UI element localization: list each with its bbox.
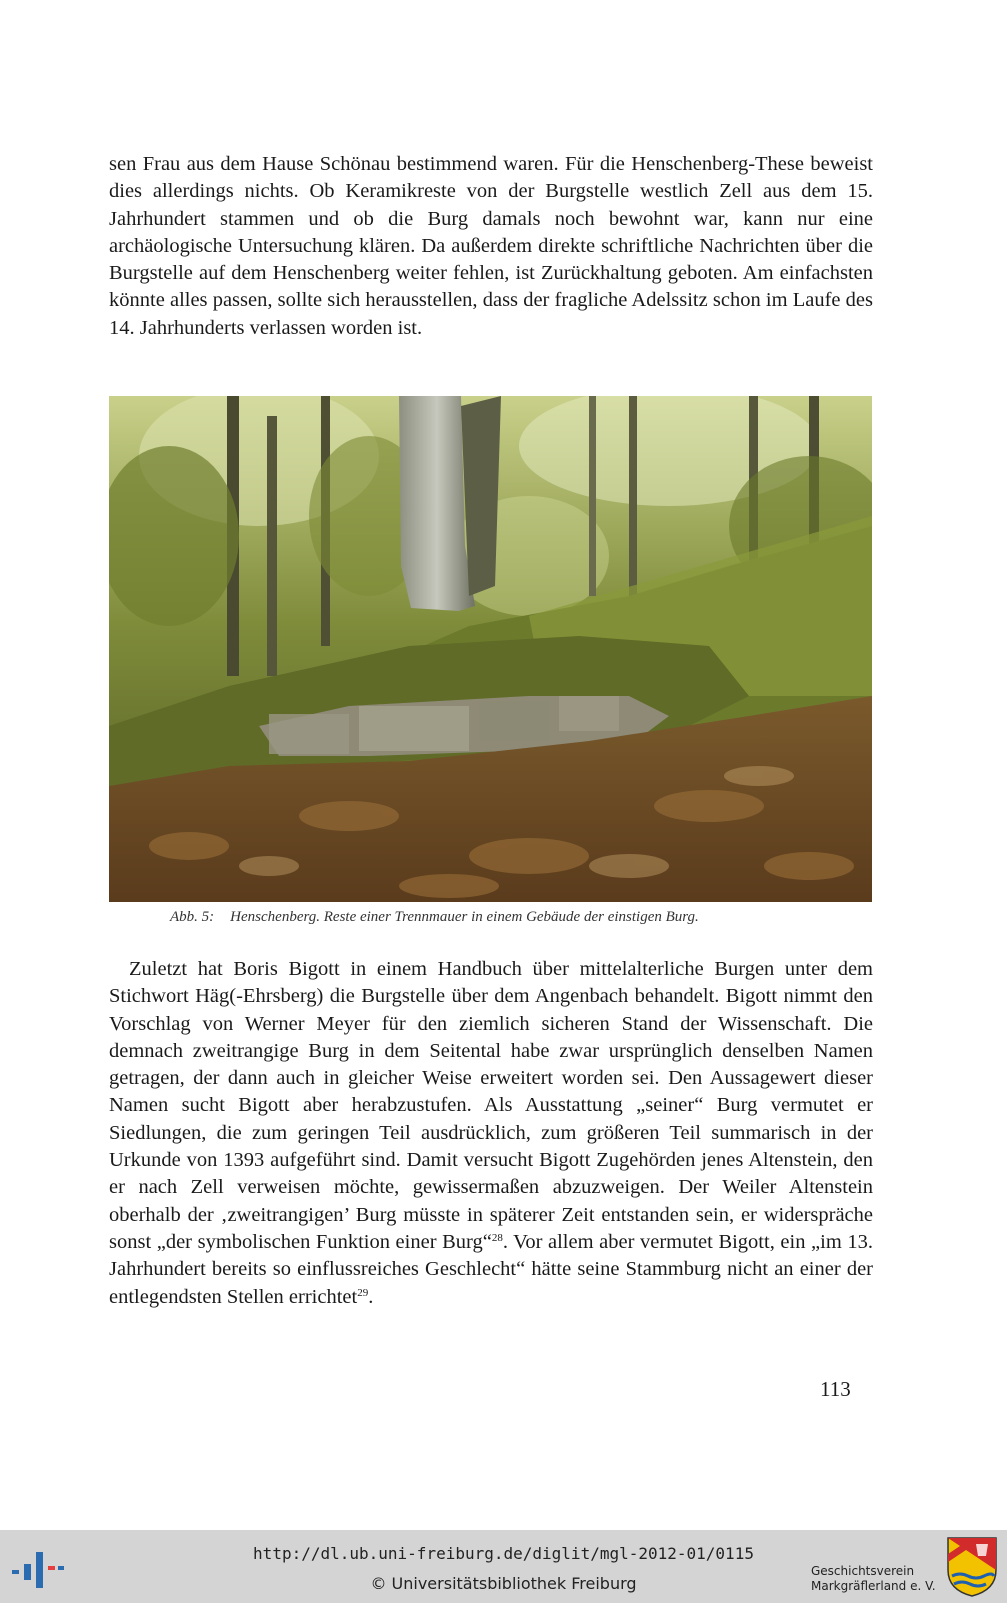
- caption-text: Henschenberg. Reste einer Trennmauer in einem Gebäude der einstigen Burg.: [230, 909, 699, 925]
- society-crest-icon: [946, 1536, 998, 1598]
- footnote-ref-28[interactable]: 28: [491, 1231, 503, 1244]
- paragraph-2-part-b: . Vor allem aber vermutet Bigott, ein „im 13. Jahrhundert bereits so einflussreiches Geschlecht“ hätte seine Stammburg nicht an einer der entlegendsten Stellen errichtet: [109, 1230, 873, 1308]
- footer-bar: [0, 1530, 1007, 1603]
- caption-label: Abb. 5:: [170, 909, 215, 925]
- society-line-2: Markgräflerland e. V.: [811, 1579, 936, 1593]
- paragraph-2: [109, 956, 873, 1311]
- paragraph-2-part-c: .: [368, 1285, 374, 1308]
- paragraph-1: sen Frau aus dem Hause Schönau bestimmend waren. Für die Henschenberg-These beweist dies allerdings nichts. Ob Keramikreste von der Burgstelle westlich Zell aus dem 15. Jahrhundert stammen und ob die Burg damals noch bewohnt war, kann nur eine archäologische Untersuchung klären. Da außerdem direkte schriftliche Nachrichten über die Burgstelle auf dem Henschenberg weiter fehlen, ist Zurückhaltung geboten. Am einfachsten könnte alles passen, sollte sich herausstellen, dass der fragliche Adelssitz schon im Laufe des 14. Jahrhunderts verlassen worden ist.: [109, 153, 873, 339]
- figure-caption: [170, 909, 870, 926]
- forest-wall-photo: [109, 396, 872, 902]
- paragraph-2-part-a: Zuletzt hat Boris Bigott in einem Handbuch über mittelalterliche Burgen unter dem Stichwort Häg(-Ehrsberg) die Burgstelle über dem Angenbach behandelt. Bigott nimmt den Vorschlag von Werner Meyer für den ziemlich sicheren Stand der Wissenschaft. Die demnach zweitrangige Burg in dem Seitental habe zwar ursprünglich denselben Namen getragen, der dann auch in gleicher Weise erweitert worden sei. Den Aussagewert dieser Namen sucht Bigott aber herabzustufen. Als Ausstattung „seiner“ Burg vermutet er Siedlungen, die zum geringen Teil ausdrücklich, zum größeren Teil summarisch in der Urkunde von 1393 aufgeführt sind. Damit versucht Bigott Zugehörden jenes Altenstein, den er nach Zell verweisen möchte, gewissermaßen abzuzweigen. Der Weiler Altenstein oberhalb der ‚zweitrangigen’ Burg müsste in späterer Zeit entstanden sein, er widerspräche sonst „der symbolischen Funktion einer Burg“: [109, 958, 873, 1253]
- society-name: [811, 1564, 936, 1594]
- footer-url-link[interactable]: http://dl.ub.uni-freiburg.de/diglit/mgl-2012-01/0115: [253, 1544, 754, 1563]
- footnote-ref-29[interactable]: 29: [357, 1286, 369, 1299]
- society-line-1: Geschichtsverein: [811, 1564, 915, 1578]
- page-number: 113: [820, 1377, 851, 1401]
- footer-copyright: © Universitätsbibliothek Freiburg: [370, 1574, 637, 1593]
